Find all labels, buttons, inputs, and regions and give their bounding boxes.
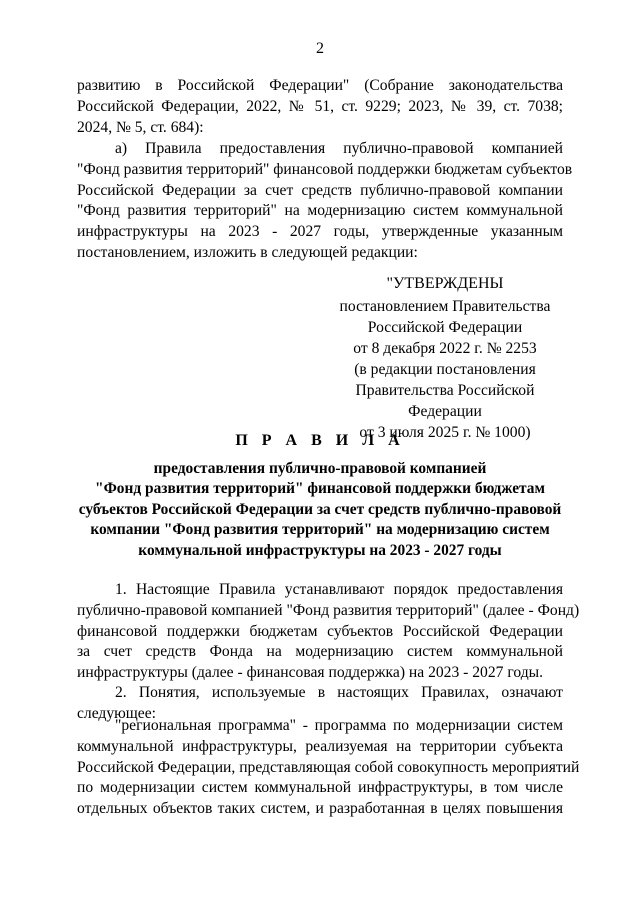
text-line: а) Правила предоставления публично-правовой компанией <box>115 140 563 157</box>
approval-line: Российской Федерации <box>367 319 523 336</box>
subtitle-line: компании "Фонд развития территорий" на модернизацию систем <box>90 521 550 539</box>
approval-line: от 8 декабря 2022 г. № 2253 <box>353 340 537 357</box>
page-number: 2 <box>316 40 324 57</box>
subtitle-line: коммунальной инфраструктуры на 2023 - 2027 годы <box>138 541 502 559</box>
text-line: Российской Федерации за счет средств публично-правовой компании <box>77 181 563 199</box>
text-line: за счет средств Фонда на модернизацию систем коммунальной <box>77 643 563 661</box>
rules-subtitle <box>77 459 563 561</box>
text-line: "Фонд развития территорий" финансовой поддержки бюджетам субъектов <box>77 160 573 178</box>
item-a-paragraph <box>77 139 573 264</box>
text-line: 2. Понятия, используемые в настоящих Правилах, означают <box>115 684 563 701</box>
text-line: Российской Федерации, представляющая собой совокупность мероприятий <box>77 758 580 776</box>
paragraph-1 <box>77 580 580 684</box>
subtitle-line: предоставления публично-правовой компанией <box>153 460 487 477</box>
text-line: 1. Настоящие Правила устанавливают порядок предоставления <box>115 581 563 598</box>
text-line: "региональная программа" - программа по модернизации систем <box>115 717 563 734</box>
text-line: отдельных объектов таких систем, и разработанная в целях повышения <box>77 800 563 818</box>
text-line: "Фонд развития территорий" на модернизацию систем коммунальной <box>77 202 563 220</box>
text-line: Российской Федерации, 2022, № 51, ст. 9229; 2023, № 39, ст. 7038; <box>77 97 563 115</box>
approval-stamp <box>320 273 570 443</box>
approval-heading: "УТВЕРЖДЕНЫ <box>386 275 504 292</box>
text-line: постановлением, изложить в следующей редакции: <box>77 243 418 261</box>
text-line: по модернизации систем коммунальной инфраструктуры, в том числе <box>77 779 563 797</box>
rules-title: П Р А В И Л А <box>235 432 405 449</box>
text-line: финансовой поддержки бюджетам субъектов Российской Федерации <box>77 622 563 640</box>
approval-line: постановлением Правительства <box>339 298 551 315</box>
text-line: инфраструктуры на 2023 - 2027 годы, утвержденные указанным <box>77 223 563 241</box>
text-line: следующее: <box>77 704 156 722</box>
paragraph-3 <box>77 716 580 820</box>
text-line: инфраструктуры (далее - финансовая поддержка) на 2023 - 2027 годы. <box>77 664 543 682</box>
subtitle-line: "Фонд развития территорий" финансовой поддержки бюджетам <box>95 480 545 498</box>
text-line: развитию в Российской Федерации" (Собрание законодательства <box>77 77 563 94</box>
subtitle-line: субъектов Российской Федерации за счет средств публично-правовой <box>78 500 562 518</box>
approval-line: Правительства Российской Федерации <box>355 382 535 420</box>
text-line: коммунальной инфраструктуры, реализуемая на территории субъекта <box>77 737 563 755</box>
text-line: публично-правовой компанией "Фонд развития территорий" (далее - Фонд) <box>77 601 580 619</box>
approval-line: от 3 июля 2025 г. № 1000) <box>359 424 531 441</box>
text-line: 2024, № 5, ст. 684): <box>77 118 204 136</box>
approval-line: (в редакции постановления <box>354 361 536 378</box>
intro-paragraph <box>77 76 563 138</box>
